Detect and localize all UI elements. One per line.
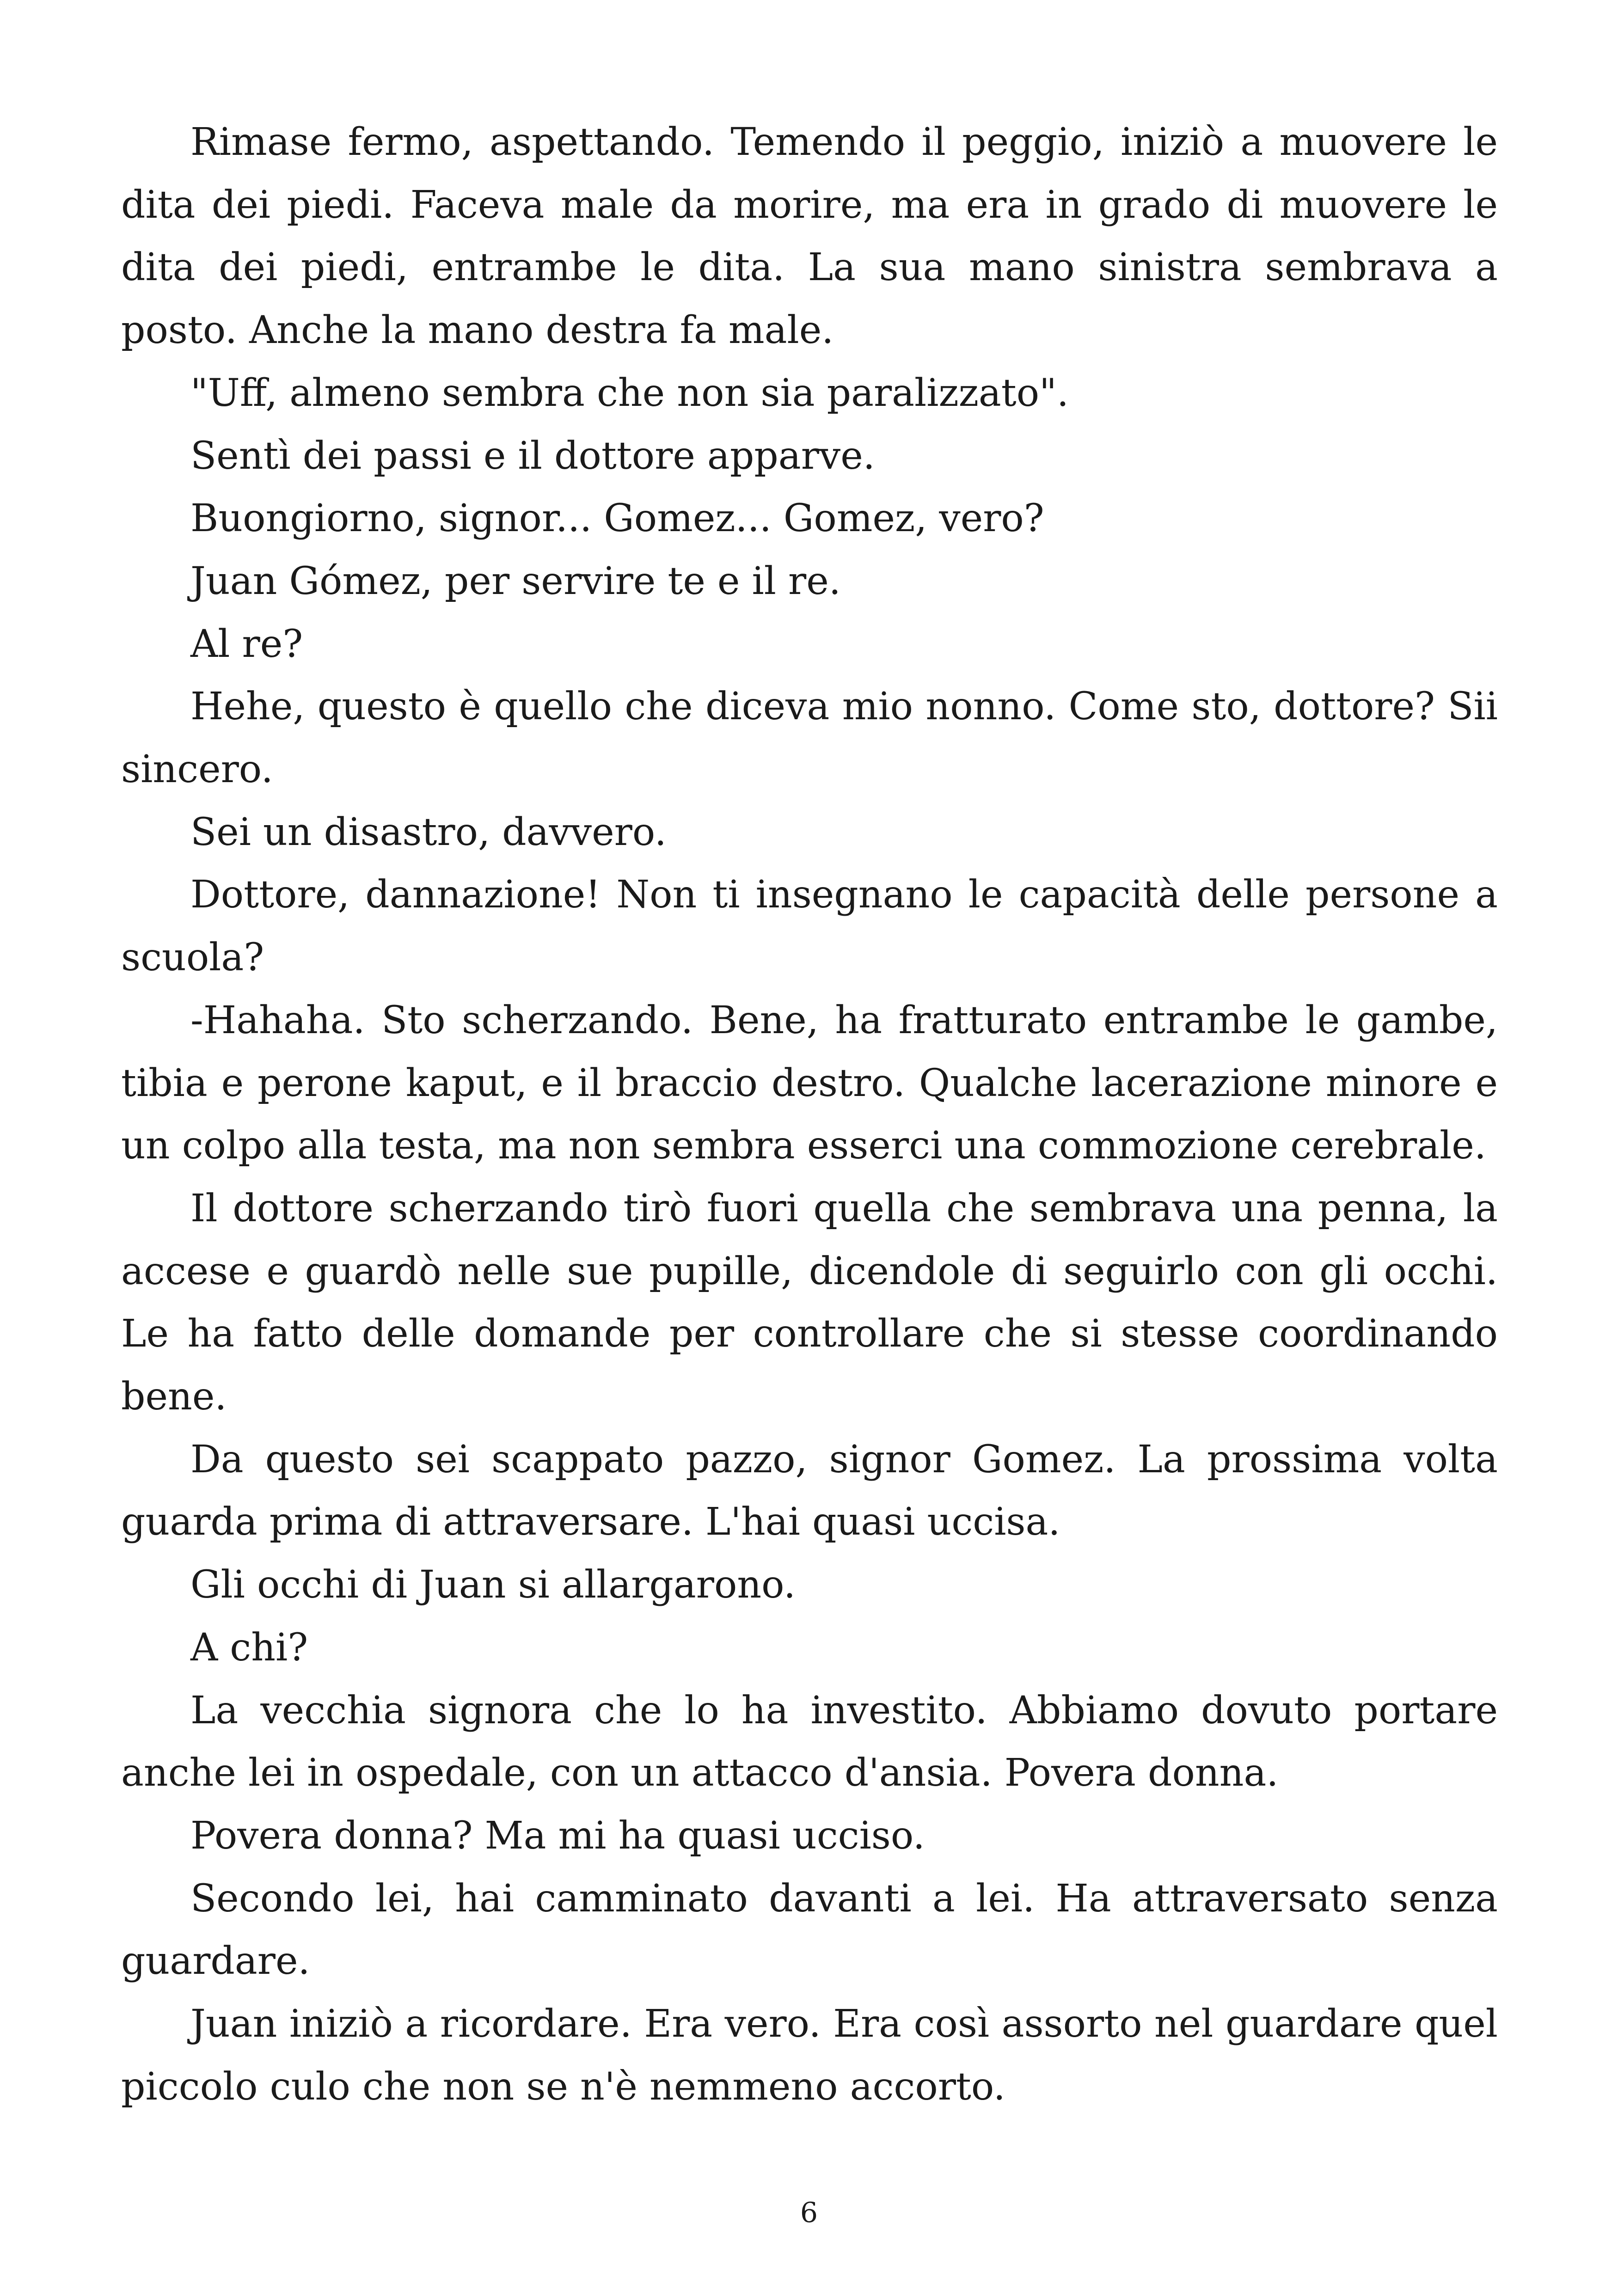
paragraph: Hehe, questo è quello che diceva mio nonno. Come sto, dottore? Sii sincero. (121, 685, 1498, 792)
paragraph: Buongiorno, signor... Gomez... Gomez, vero? (190, 496, 1044, 541)
paragraph: A chi? (190, 1625, 308, 1670)
paragraph: Rimase fermo, aspettando. Temendo il peggio, iniziò a muovere le dita dei piedi. Faceva male da morire, ma era in grado di muovere le dita dei piedi, entrambe le dita. La sua mano sinistra sembrava a posto. Anche la mano destra fa male. (121, 120, 1498, 353)
paragraph: -Hahaha. Sto scherzando. Bene, ha fratturato entrambe le gambe, tibia e perone kaput, e il braccio destro. Qualche lacerazione minore e un colpo alla testa, ma non sembra esserci una commozione cerebrale. (121, 998, 1498, 1168)
paragraph: Al re? (190, 622, 303, 666)
paragraph: Sei un disastro, davvero. (190, 810, 667, 854)
page-body (121, 111, 1498, 2118)
paragraph: Il dottore scherzando tirò fuori quella che sembrava una penna, la accese e guardò nelle sue pupille, dicendole di seguirlo con gli occhi. Le ha fatto delle domande per controllare che si stesse coordinando bene. (121, 1186, 1498, 1419)
paragraph: Juan iniziò a ricordare. Era vero. Era così assorto nel guardare quel piccolo culo che non se n'è nemmeno accorto. (121, 2002, 1498, 2109)
paragraph: Sentì dei passi e il dottore apparve. (190, 434, 875, 478)
paragraph: Secondo lei, hai camminato davanti a lei. Ha attraversato senza guardare. (121, 1876, 1498, 1984)
paragraph: Gli occhi di Juan si allargarono. (190, 1563, 796, 1607)
paragraph: Juan Gómez, per servire te e il re. (190, 559, 841, 603)
paragraph: La vecchia signora che lo ha investito. Abbiamo dovuto portare anche lei in ospedale, con un attacco d'ansia. Povera donna. (121, 1688, 1498, 1795)
paragraph: Povera donna? Ma mi ha quasi ucciso. (190, 1813, 925, 1858)
page-number: 6 (800, 2197, 818, 2229)
paragraph: "Uff, almeno sembra che non sia paralizzato". (190, 371, 1069, 415)
paragraph: Da questo sei scappato pazzo, signor Gomez. La prossima volta guarda prima di attraversare. L'hai quasi uccisa. (121, 1437, 1498, 1544)
paragraph: Dottore, dannazione! Non ti insegnano le capacità delle persone a scuola? (121, 873, 1498, 980)
